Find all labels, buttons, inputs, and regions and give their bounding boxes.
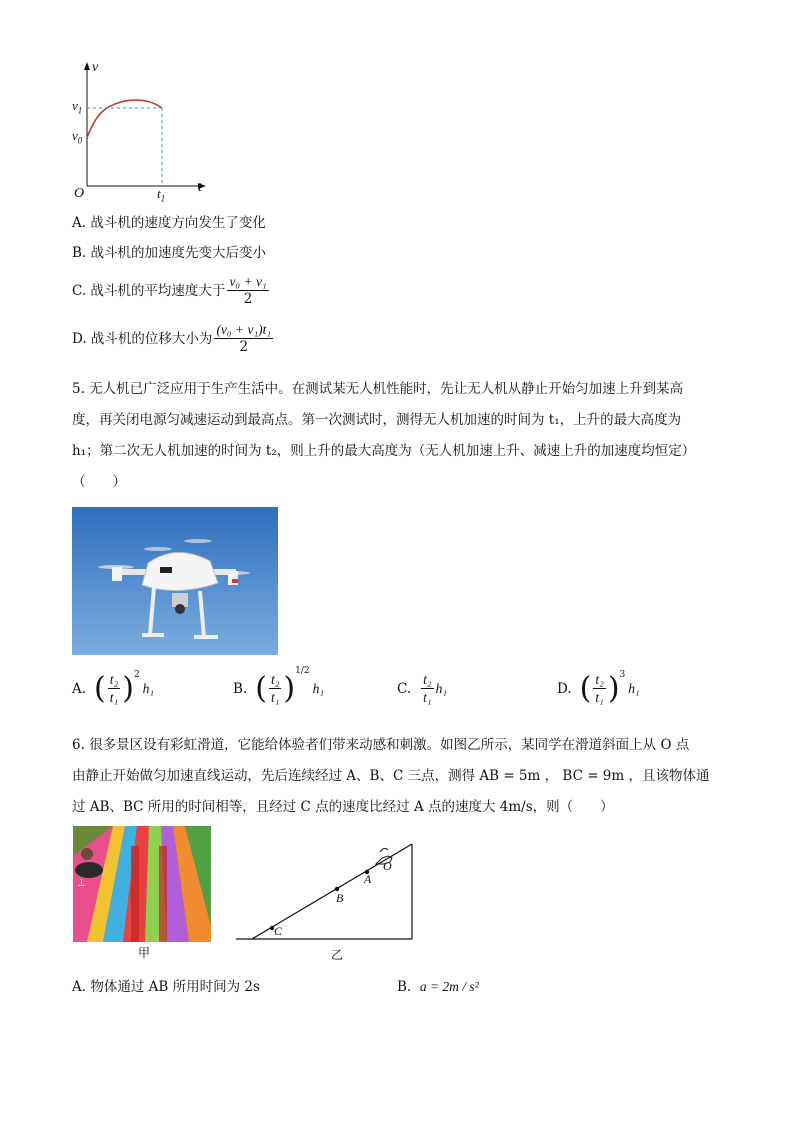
q6-line-2: 由静止开始做匀加速直线运动，先后连续经过 A、B、C 三点，测得 AB = 5m ， BC = 9m ，且该物体通 xyxy=(72,768,710,784)
origin-label: O xyxy=(74,186,85,201)
axis-v-label: v xyxy=(92,60,99,75)
q4-option-c: C. 战斗机的平均速度大于 $\frac{\text{v₀ + v₁}}{2}$ xyxy=(72,274,267,307)
q6-stem xyxy=(72,730,722,823)
q6-option-b: B. a = 2m / s² xyxy=(397,979,479,995)
q5-option-a: A. ( $\frac{\text{t₂}}{\text{t₁}}$ ) $^2$ h₁ xyxy=(72,670,155,706)
q5-line-4: （ ） xyxy=(72,474,126,490)
q6-option-a: A. 物体通过 AB 所用时间为 2s xyxy=(72,979,260,995)
q5-line-1: 5. 无人机已广泛应用于生产生活中。在测试某无人机性能时，先让无人机从静止开始匀加速上升到某高 xyxy=(72,381,684,397)
q4-option-d: D. 战斗机的位移大小为 $\frac{\text{(v₀ + v₁)t₁}}{2}$ xyxy=(72,322,272,355)
q5-line-3: h₁；第二次无人机加速的时间为 t₂，则上升的最大高度为（无人机加速上升、减速上升的加速度均恒定） xyxy=(72,443,696,459)
v1-label: $v_1$ xyxy=(72,98,83,116)
v0-label: $v_0$ xyxy=(72,128,83,146)
q5-option-d: D. ( $\frac{\text{t₂}}{\text{t₁}}$ ) $^3$ h₁ xyxy=(557,670,640,706)
point-o-label: O xyxy=(383,859,392,873)
point-c-label: C xyxy=(274,924,283,938)
rainbow-slide-photo xyxy=(73,826,211,942)
q6-line-3: 过 AB、BC 所用的时间相等，且经过 C 点的速度比经过 A 点的速度大 4m/s，则（ ） xyxy=(72,799,614,815)
svg-text:⊥: ⊥ xyxy=(77,878,86,889)
q4-option-b: B. 战斗机的加速度先变大后变小 xyxy=(72,245,267,261)
q5-option-b: B. ( $\frac{\text{t₂}}{\text{t₁}}$ ) $^{1/2}$ h₁ xyxy=(233,666,325,706)
figure-jia-label: 甲 xyxy=(138,946,151,960)
q5-line-2: 度，再关闭电源匀减速运动到最高点。第一次测试时，测得无人机加速的时间为 t₁，上升的最大高度为 xyxy=(72,412,682,428)
q5-option-c: C. $\frac{\text{t₂}}{\text{t₁}}$ h₁ xyxy=(397,672,448,705)
point-b-label: B xyxy=(336,891,344,905)
velocity-curve xyxy=(87,100,162,138)
figure-yi-label: 乙 xyxy=(331,948,344,962)
incline-diagram xyxy=(234,838,416,944)
drone-photo xyxy=(72,507,278,655)
q6-line-1: 6. 很多景区设有彩虹滑道，它能给体验者们带来动感和刺激。如图乙所示，某同学在滑道斜面上从 O 点 xyxy=(72,737,690,753)
q5-stem xyxy=(72,374,712,498)
q4-option-a: A. 战斗机的速度方向发生了变化 xyxy=(72,215,266,231)
point-a-label: A xyxy=(364,872,372,886)
velocity-time-graph xyxy=(66,58,216,208)
axis-t-label: t xyxy=(198,180,202,195)
t1-label: $t_1$ xyxy=(157,186,166,204)
